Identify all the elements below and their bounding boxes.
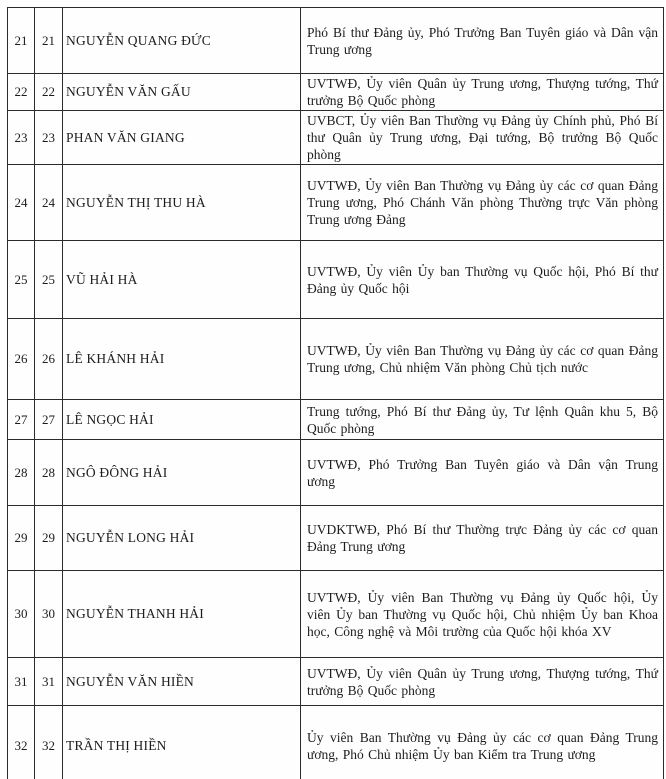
table-row (8, 111, 664, 165)
delegate-position-cell: Phó Bí thư Đảng ủy, Phó Trưởng Ban Tuyên giáo và Dân vận Trung ương (301, 8, 664, 74)
delegate-position-cell: Trung tướng, Phó Bí thư Đảng ủy, Tư lệnh Quân khu 5, Bộ Quốc phòng (301, 400, 664, 440)
row-index-cell: 23 (8, 111, 35, 165)
table-row (8, 440, 664, 506)
delegate-name-cell: VŨ HẢI HÀ (63, 241, 301, 319)
delegate-number-cell: 31 (35, 658, 63, 706)
delegate-name-cell: NGUYỄN THANH HẢI (63, 571, 301, 658)
delegate-position-cell: Ủy viên Ban Thường vụ Đảng ủy các cơ quan Đảng Trung ương, Phó Chủ nhiệm Ủy ban Kiểm tra Trung ương (301, 706, 664, 779)
delegate-number-cell: 30 (35, 571, 63, 658)
delegate-number-cell: 28 (35, 440, 63, 506)
table-row (8, 241, 664, 319)
delegate-number-cell: 23 (35, 111, 63, 165)
delegate-name-cell: NGUYỄN VĂN GẤU (63, 74, 301, 111)
row-index-cell: 32 (8, 706, 35, 779)
table-row (8, 74, 664, 111)
delegate-position-cell: UVDKTWĐ, Phó Bí thư Thường trực Đảng ủy các cơ quan Đảng Trung ương (301, 506, 664, 571)
table-row (8, 8, 664, 74)
delegates-table (7, 7, 664, 779)
delegate-name-cell: NGUYỄN THỊ THU HÀ (63, 165, 301, 241)
row-index-cell: 21 (8, 8, 35, 74)
table-row (8, 165, 664, 241)
delegate-position-cell: UVTWĐ, Ủy viên Ban Thường vụ Đảng ủy Quốc hội, Ủy viên Ủy ban Thường vụ Quốc hội, Chủ nhiệm Ủy ban Khoa học, Công nghệ và Môi trường của Quốc hội khóa XV (301, 571, 664, 658)
delegate-name-cell: NGUYỄN QUANG ĐỨC (63, 8, 301, 74)
delegate-number-cell: 29 (35, 506, 63, 571)
delegate-name-cell: LÊ KHÁNH HẢI (63, 319, 301, 400)
row-index-cell: 25 (8, 241, 35, 319)
delegate-number-cell: 22 (35, 74, 63, 111)
delegate-name-cell: PHAN VĂN GIANG (63, 111, 301, 165)
delegate-position-cell: UVTWĐ, Ủy viên Quân ủy Trung ương, Thượng tướng, Thứ trưởng Bộ Quốc phòng (301, 658, 664, 706)
table-row (8, 571, 664, 658)
row-index-cell: 27 (8, 400, 35, 440)
row-index-cell: 30 (8, 571, 35, 658)
delegate-position-cell: UVTWĐ, Ủy viên Ban Thường vụ Đảng ủy các cơ quan Đảng Trung ương, Phó Chánh Văn phòng Thường trực Văn phòng Trung ương Đảng (301, 165, 664, 241)
delegate-number-cell: 27 (35, 400, 63, 440)
row-index-cell: 26 (8, 319, 35, 400)
row-index-cell: 22 (8, 74, 35, 111)
delegate-name-cell: NGÔ ĐÔNG HẢI (63, 440, 301, 506)
delegate-position-cell: UVTWĐ, Ủy viên Quân ủy Trung ương, Thượng tướng, Thứ trưởng Bộ Quốc phòng (301, 74, 664, 111)
delegate-position-cell: UVTWĐ, Ủy viên Ủy ban Thường vụ Quốc hội, Phó Bí thư Đảng ủy Quốc hội (301, 241, 664, 319)
delegate-position-cell: UVTWĐ, Ủy viên Ban Thường vụ Đảng ủy các cơ quan Đảng Trung ương, Chủ nhiệm Văn phòng Chủ tịch nước (301, 319, 664, 400)
row-index-cell: 29 (8, 506, 35, 571)
delegate-position-cell: UVTWĐ, Phó Trưởng Ban Tuyên giáo và Dân vận Trung ương (301, 440, 664, 506)
delegate-name-cell: TRẦN THỊ HIỀN (63, 706, 301, 779)
delegate-number-cell: 24 (35, 165, 63, 241)
table-row (8, 400, 664, 440)
row-index-cell: 28 (8, 440, 35, 506)
table-row (8, 319, 664, 400)
table-row (8, 506, 664, 571)
delegate-name-cell: NGUYỄN LONG HẢI (63, 506, 301, 571)
row-index-cell: 31 (8, 658, 35, 706)
table-row (8, 706, 664, 779)
row-index-cell: 24 (8, 165, 35, 241)
delegate-number-cell: 32 (35, 706, 63, 779)
delegate-name-cell: LÊ NGỌC HẢI (63, 400, 301, 440)
table-row (8, 658, 664, 706)
delegate-number-cell: 26 (35, 319, 63, 400)
delegate-number-cell: 21 (35, 8, 63, 74)
delegate-number-cell: 25 (35, 241, 63, 319)
delegate-position-cell: UVBCT, Ủy viên Ban Thường vụ Đảng ủy Chính phủ, Phó Bí thư Quân ủy Trung ương, Đại tướng, Bộ trưởng Bộ Quốc phòng (301, 111, 664, 165)
delegate-name-cell: NGUYỄN VĂN HIỀN (63, 658, 301, 706)
